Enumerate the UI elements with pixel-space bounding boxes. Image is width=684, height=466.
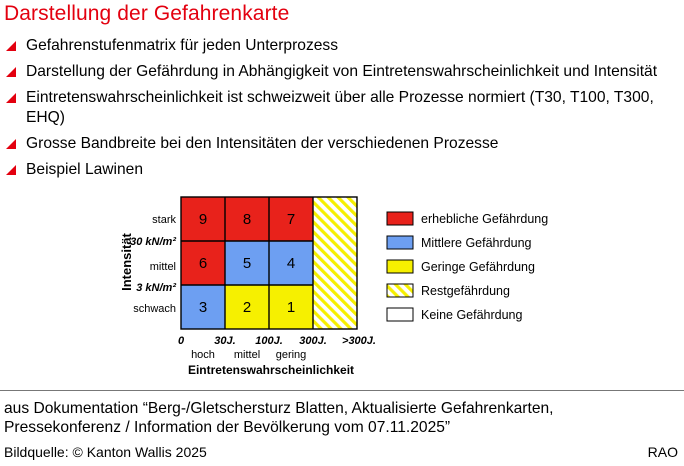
bullet-text: Eintretenswahrscheinlichkeit ist schweizweit über alle Prozesse normiert (T30, T100, T300, EHQ) <box>26 89 654 126</box>
x-tick-30: 30J. <box>214 335 236 347</box>
cell-number: 8 <box>242 211 252 228</box>
x-tick-over-300: >300J. <box>342 335 376 347</box>
cell-number: 1 <box>286 299 296 316</box>
legend-label: Geringe Gefährdung <box>421 260 535 274</box>
legend-swatch-gering <box>387 260 413 273</box>
image-credit: Bildquelle: © Kanton Wallis 2025 <box>4 444 207 460</box>
threshold-label-3: 3 kN/m² <box>136 282 176 294</box>
legend-label: Restgefährdung <box>421 284 510 298</box>
x-tick-300: 300J. <box>299 335 327 347</box>
bullet-text: Gefahrenstufenmatrix für jeden Unterprozess <box>26 37 339 54</box>
x-class-hoch: hoch <box>191 349 215 361</box>
bullet-text: Grosse Bandbreite bei den Intensitäten der verschiedenen Prozesse <box>26 135 499 152</box>
rao-logo-text: RAO <box>647 444 678 460</box>
x-axis-title: Eintretenswahrscheinlichkeit <box>187 363 355 377</box>
source-text: aus Dokumentation “Berg-/Gletschersturz Blatten, Aktualisierte Gefahrenkarten, Pressekonferenz / Information der Bevölkerung vom 07.11.2025” <box>4 400 554 436</box>
legend <box>387 212 548 322</box>
matrix-residual-column <box>313 197 357 329</box>
bullet-text: Darstellung der Gefährdung in Abhängigkeit von Eintretenswahrscheinlichkeit und Intensität <box>26 63 658 80</box>
legend-swatch-erheblich <box>387 212 413 225</box>
legend-swatch-keine <box>387 308 413 321</box>
cell-number: 3 <box>198 299 208 316</box>
row-label-schwach: schwach <box>133 303 176 315</box>
row-label-stark: stark <box>152 214 176 226</box>
x-class-gering: gering <box>275 349 307 361</box>
x-class-mittel: mittel <box>233 349 261 361</box>
legend-label: Keine Gefährdung <box>421 308 523 322</box>
footer-divider <box>0 390 684 391</box>
row-label-mittel: mittel <box>149 261 176 273</box>
legend-swatch-rest <box>387 284 413 297</box>
threshold-label-30: 30 kN/m² <box>130 236 176 248</box>
cell-number: 9 <box>198 211 208 228</box>
cell-number: 2 <box>242 299 252 316</box>
page-title: Darstellung der Gefahrenkarte <box>4 2 290 25</box>
x-tick-100: 100J. <box>255 335 283 347</box>
bullet-text: Beispiel Lawinen <box>26 161 144 178</box>
legend-label: erhebliche Gefährdung <box>421 212 549 226</box>
y-axis-title: Intensität <box>119 233 134 291</box>
x-tick-0: 0 <box>177 335 185 347</box>
cell-number: 4 <box>286 255 296 272</box>
cell-number: 7 <box>286 211 296 228</box>
cell-number: 6 <box>198 255 208 272</box>
cell-number: 5 <box>242 255 252 272</box>
legend-label: Mittlere Gefährdung <box>421 236 532 250</box>
legend-swatch-mittel <box>387 236 413 249</box>
